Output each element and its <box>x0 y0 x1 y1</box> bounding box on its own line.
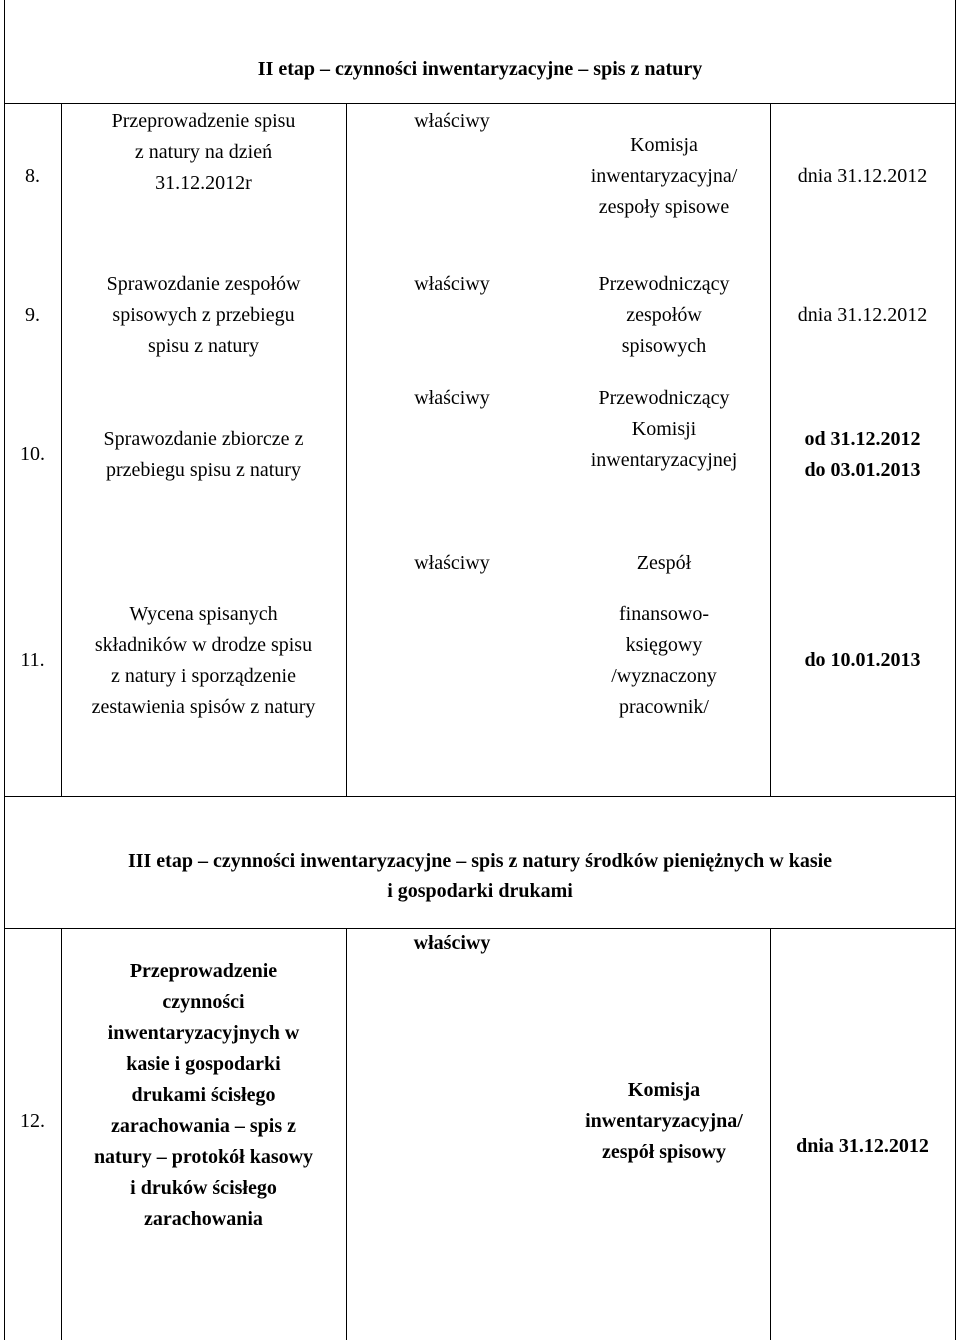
task-line: Sprawozdanie zbiorcze z <box>103 428 304 450</box>
executor-line: Zespół <box>636 552 692 574</box>
executor-line: zespołów <box>626 304 702 326</box>
executor-line: Komisja <box>630 134 698 156</box>
executor-line: Przewodniczący <box>598 387 730 409</box>
executor <box>558 548 770 723</box>
responsible-owner: właściwy <box>414 387 490 409</box>
deadline <box>770 300 955 331</box>
deadline <box>770 424 955 486</box>
deadline-line: do 03.01.2013 <box>804 459 921 481</box>
responsible-owner: właściwy <box>414 552 490 574</box>
executor-line: inwentaryzacyjnej <box>590 449 738 471</box>
deadline <box>770 1131 955 1162</box>
task-line: spisu z natury <box>147 335 260 357</box>
row-number: 12. <box>20 1110 45 1132</box>
task-description <box>61 599 346 723</box>
task-line: spisowych z przebiegu <box>112 304 295 326</box>
deadline <box>770 161 955 192</box>
deadline-line: dnia 31.12.2012 <box>797 165 928 187</box>
deadline-line: dnia 31.12.2012 <box>796 1135 929 1157</box>
row-number: 9. <box>25 304 40 326</box>
executor-line: spisowych <box>621 335 707 357</box>
responsible-owner: właściwy <box>414 273 490 295</box>
executor-line: inwentaryzacyjna/ <box>590 165 738 187</box>
table-border-right <box>955 0 956 1340</box>
stage-3-title-line: i gospodarki drukami <box>387 880 573 902</box>
executor-line: księgowy <box>625 634 703 656</box>
task-line: zestawienia spisów z natury <box>91 696 316 718</box>
task-line: z natury i sporządzenie <box>111 665 296 687</box>
task-line: przebiegu spisu z natury <box>106 459 301 481</box>
executor-line: Komisji <box>631 418 697 440</box>
stage-3-title-line: III etap – czynności inwentaryzacyjne – spis z natury środków pieniężnych w kasie <box>127 850 833 872</box>
task-line: natury – protokół kasowy <box>93 1146 314 1168</box>
task-line: Przeprowadzenie spisu <box>111 110 296 132</box>
task-line: Wycena spisanych <box>129 603 278 625</box>
executor-line: Przewodniczący <box>598 273 730 295</box>
deadline-line: do 10.01.2013 <box>804 649 921 671</box>
row-number: 11. <box>20 649 45 671</box>
task-line: Przeprowadzenie <box>129 960 278 982</box>
column-divider <box>346 103 347 797</box>
task-line: i druków ścisłego <box>130 1177 277 1199</box>
task-description <box>61 956 346 1235</box>
deadline-line: dnia 31.12.2012 <box>797 304 928 326</box>
deadline-line: od 31.12.2012 <box>804 428 921 450</box>
task-description <box>61 269 346 362</box>
row-divider <box>4 103 956 104</box>
stage-2-title: II etap – czynności inwentaryzacyjne – spis z natury <box>257 58 703 80</box>
task-line: zarachowania – spis z <box>111 1115 296 1137</box>
executor <box>558 269 770 362</box>
stage-3-title <box>4 846 956 906</box>
responsible-owner: właściwy <box>414 110 490 132</box>
task-line: Sprawozdanie zespołów <box>106 273 301 295</box>
executor-line: finansowo- <box>619 603 709 625</box>
row-divider <box>4 796 956 797</box>
task-line: 31.12.2012r <box>155 172 252 194</box>
task-line: składników w drodze spisu <box>94 634 313 656</box>
column-divider <box>346 928 347 1340</box>
executor-line: zespoły spisowe <box>598 196 730 218</box>
task-line: kasie i gospodarki <box>126 1053 281 1075</box>
task-line: czynności <box>162 991 245 1013</box>
row-number: 10. <box>20 443 45 465</box>
task-description <box>61 106 346 199</box>
responsible-owner: właściwy <box>413 932 491 954</box>
executor <box>558 383 770 476</box>
row-number: 8. <box>25 165 40 187</box>
task-line: drukami ścisłego <box>131 1084 276 1106</box>
executor-line: inwentaryzacyjna/ <box>585 1110 743 1132</box>
task-line: zarachowania <box>144 1208 263 1230</box>
task-line: z natury na dzień <box>134 141 273 163</box>
executor-line: pracownik/ <box>619 696 709 718</box>
task-description <box>61 424 346 486</box>
executor-line: /wyznaczony <box>611 665 717 687</box>
task-line: inwentaryzacyjnych w <box>107 1022 300 1044</box>
executor-line: zespół spisowy <box>602 1141 726 1163</box>
executor <box>558 130 770 223</box>
executor <box>558 1075 770 1168</box>
executor-line: Komisja <box>627 1079 701 1101</box>
deadline <box>770 645 955 676</box>
